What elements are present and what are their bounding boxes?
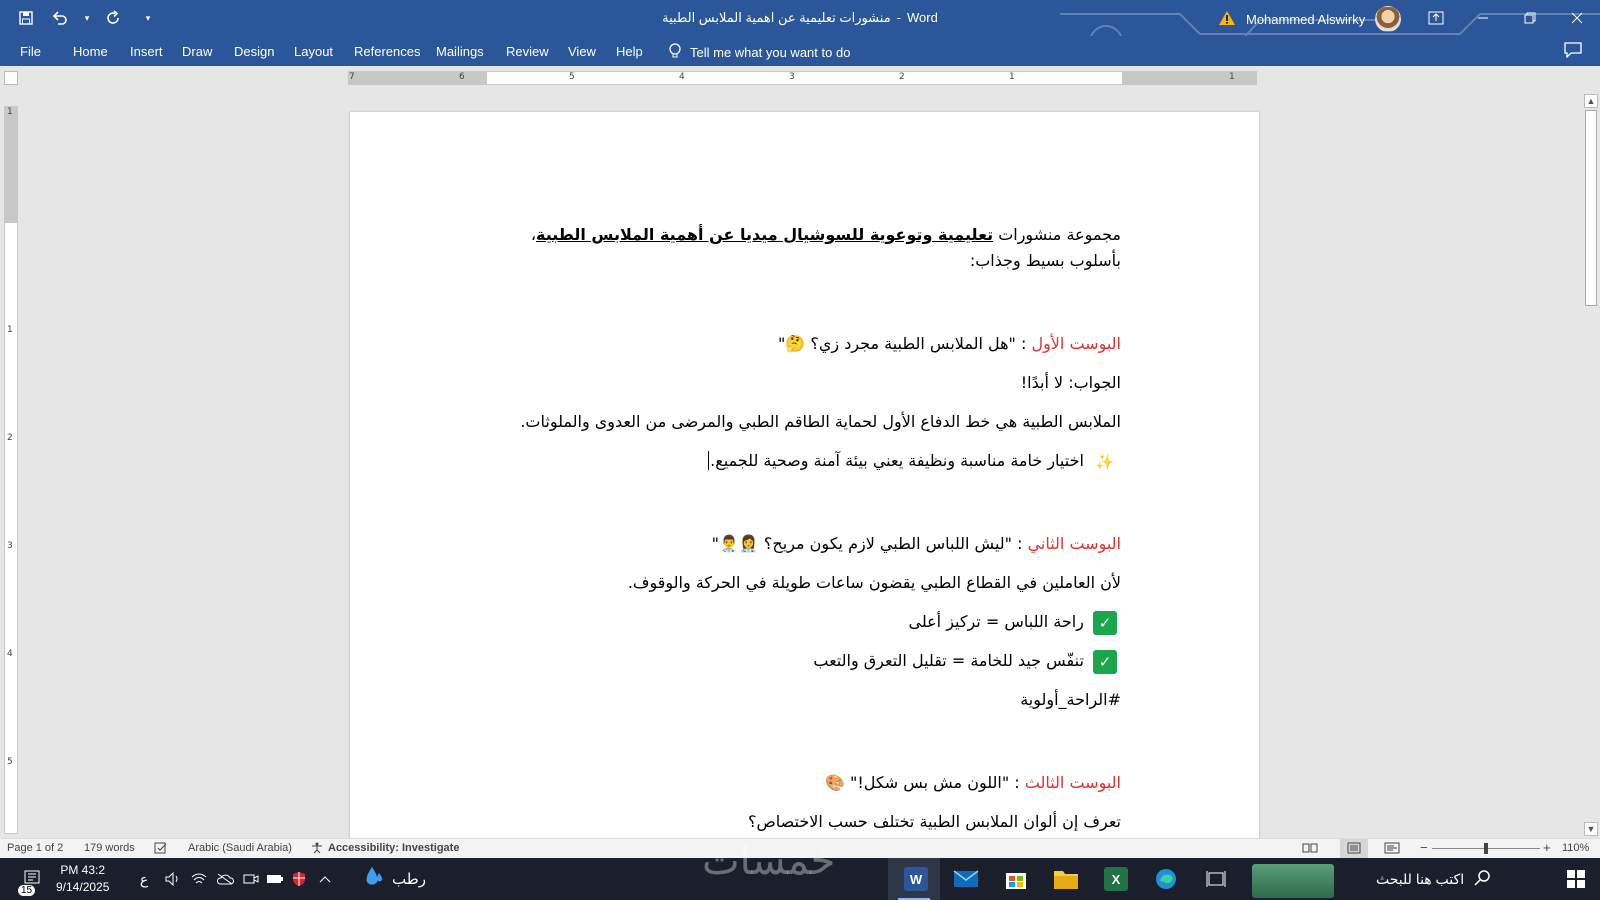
post2-colon: : xyxy=(1012,534,1028,553)
post1-colon: : xyxy=(1015,334,1032,353)
onedrive-icon[interactable] xyxy=(214,858,236,900)
store-icon[interactable] xyxy=(996,858,1036,900)
tab-help[interactable]: Help xyxy=(616,44,643,59)
ruler-tick: 1 xyxy=(1229,72,1235,82)
ruler-tick: 4 xyxy=(7,649,13,659)
search-icon xyxy=(1474,869,1492,890)
ruler-tick: 7 xyxy=(349,72,355,82)
post2-title: "ليش اللباس الطبي لازم يكون مريح؟ 👩‍⚕️👨‍⚕️" xyxy=(711,534,1012,553)
ruler-tick: 6 xyxy=(459,72,465,82)
scroll-up-icon[interactable]: ▲ xyxy=(1584,94,1598,108)
tab-mailings[interactable]: Mailings xyxy=(436,44,484,59)
mail-icon[interactable] xyxy=(946,858,986,900)
tell-me-search[interactable] xyxy=(668,43,850,62)
tell-me-label: Tell me what you want to do xyxy=(690,45,851,60)
weather-label: رطب xyxy=(392,871,426,888)
tab-draw[interactable]: Draw xyxy=(182,44,213,59)
clock-date: 9/14/2025 xyxy=(56,880,110,894)
undo-dropdown-icon[interactable]: ▾ xyxy=(84,12,90,23)
accessibility-icon xyxy=(310,842,324,857)
vertical-ruler-margin xyxy=(5,107,17,223)
window-controls xyxy=(1412,0,1600,36)
tab-design[interactable]: Design xyxy=(234,44,275,59)
tab-review[interactable]: Review xyxy=(506,44,549,59)
word-taskbar-icon[interactable]: W xyxy=(896,858,936,900)
excel-icon[interactable]: X xyxy=(1096,858,1136,900)
restore-icon[interactable] xyxy=(1506,0,1553,36)
check-icon: ✓ xyxy=(1093,650,1117,674)
vertical-scrollbar[interactable] xyxy=(1582,94,1600,838)
zoom-in-button[interactable]: + xyxy=(1543,840,1551,855)
intro-bold-text: تعليمية وتوعوية للسوشيال ميديا عن أهمية الملابس الطبية xyxy=(535,225,994,244)
scroll-down-icon[interactable]: ▼ xyxy=(1584,822,1598,836)
ruler-left-margin xyxy=(349,72,487,84)
tab-references[interactable]: References xyxy=(354,44,421,59)
post2-label: البوست الثاني xyxy=(1027,534,1121,553)
tab-file[interactable]: File xyxy=(20,44,41,59)
security-icon[interactable] xyxy=(288,858,310,900)
scroll-thumb[interactable] xyxy=(1585,110,1597,306)
zoom-level[interactable]: 110% xyxy=(1562,842,1590,854)
user-name: Mohammed Alswirky xyxy=(1246,11,1366,27)
ribbon-display-options-icon[interactable] xyxy=(1412,0,1459,36)
text-cursor xyxy=(708,451,709,470)
app-name: Word xyxy=(907,10,938,25)
post1-title: "هل الملابس الطبية مجرد زي؟ 🤔" xyxy=(778,334,1016,353)
post2-check2 xyxy=(484,648,1121,674)
ruler-right-margin xyxy=(1122,72,1256,84)
document-canvas xyxy=(22,94,1582,838)
post2-body: لأن العاملين في القطاع الطبي يقضون ساعات طويلة في الحركة والوقوف. xyxy=(627,573,1121,592)
post1-heading xyxy=(484,331,1121,357)
document-name: منشورات تعليمية عن اهمية الملابس الطبية xyxy=(662,10,891,25)
intro-suffix: ، بأسلوب بسيط وجذاب: xyxy=(530,225,1121,270)
close-icon[interactable] xyxy=(1553,0,1600,36)
ruler-tick: 5 xyxy=(7,757,13,767)
lightbulb-icon xyxy=(668,43,682,62)
intro-paragraph xyxy=(484,222,1121,274)
accessibility-status[interactable]: Accessibility: Investigate xyxy=(328,842,460,854)
ruler-tick: 1 xyxy=(7,107,13,117)
notification-badge: 15 xyxy=(18,885,35,896)
horizontal-ruler[interactable] xyxy=(348,71,1257,85)
document-body[interactable] xyxy=(484,222,1121,835)
horizontal-ruler-area xyxy=(0,66,1600,94)
post1-tip xyxy=(484,448,1121,474)
post3-heading xyxy=(484,770,1121,796)
title-bar xyxy=(0,0,1600,36)
ruler-tick: 2 xyxy=(7,433,13,443)
print-layout-icon[interactable] xyxy=(1340,839,1368,858)
taskbar-search[interactable] xyxy=(1376,858,1540,900)
sparkles-icon: ✨ xyxy=(1095,452,1115,471)
ruler-tick: 1 xyxy=(7,325,13,335)
minimize-icon[interactable] xyxy=(1459,0,1506,36)
post3-colon: : xyxy=(1009,773,1025,792)
battery-icon[interactable] xyxy=(264,858,286,900)
wifi-icon[interactable] xyxy=(188,858,210,900)
intro-prefix: مجموعة منشورات xyxy=(993,225,1121,244)
tab-home[interactable]: Home xyxy=(73,44,108,59)
page-count[interactable]: Page 1 of 2 xyxy=(7,842,64,854)
task-view-icon[interactable] xyxy=(1196,858,1236,900)
watermark-logo: خمسات xyxy=(702,838,836,884)
show-hidden-icons[interactable] xyxy=(314,858,336,900)
raindrop-icon xyxy=(364,865,384,893)
comments-icon[interactable] xyxy=(1564,42,1582,61)
post2-check1-text: راحة اللباس = تركيز أعلى xyxy=(908,612,1089,631)
meet-now-icon[interactable] xyxy=(240,858,262,900)
document-page[interactable] xyxy=(350,112,1259,838)
ribbon-tabs xyxy=(0,36,1600,66)
warning-icon xyxy=(1218,10,1236,29)
post1-label: البوست الأول xyxy=(1031,334,1121,353)
ruler-tick: 5 xyxy=(569,72,575,82)
proofing-icon[interactable] xyxy=(154,842,168,857)
post3-body: تعرف إن ألوان الملابس الطبية تختلف حسب الاختصاص؟ xyxy=(747,812,1121,831)
post1-tip-text: اختيار خامة مناسبة ونظيفة يعني بيئة آمنة وصحية للجميع. xyxy=(710,451,1089,470)
file-explorer-icon[interactable] xyxy=(1046,858,1086,900)
tab-insert[interactable]: Insert xyxy=(130,44,163,59)
weather-widget[interactable] xyxy=(354,858,436,900)
word-count[interactable]: 179 words xyxy=(84,842,135,854)
tab-view[interactable]: View xyxy=(568,44,596,59)
check-icon: ✓ xyxy=(1093,611,1117,635)
notifications-icon[interactable] xyxy=(18,858,46,900)
post3-title: "اللون مش بس شكل!" 🎨 xyxy=(824,773,1010,792)
post1-body: الملابس الطبية هي خط الدفاع الأول لحماية الطاقم الطبي والمرضى من العدوى والملوثات. xyxy=(520,412,1121,431)
vertical-ruler[interactable] xyxy=(4,106,18,834)
edge-icon[interactable] xyxy=(1146,858,1186,900)
windows-start-icon[interactable] xyxy=(1552,858,1600,900)
avatar[interactable] xyxy=(1375,6,1401,32)
post2-heading xyxy=(484,531,1121,557)
search-highlight-image xyxy=(1252,864,1334,898)
zoom-slider-thumb[interactable] xyxy=(1484,843,1488,854)
input-language[interactable]: ع xyxy=(139,870,149,887)
language-status[interactable]: Arabic (Saudi Arabia) xyxy=(188,842,292,854)
ruler-tick: 3 xyxy=(7,541,13,551)
ruler-tick: 3 xyxy=(789,72,795,82)
tab-layout[interactable]: Layout xyxy=(294,44,334,59)
search-placeholder: اكتب هنا للبحث xyxy=(1376,870,1465,887)
web-layout-icon[interactable] xyxy=(1384,842,1400,857)
title-separator: - xyxy=(896,10,902,25)
user-area[interactable] xyxy=(1218,6,1401,32)
customize-qat-icon[interactable]: ▾ xyxy=(145,12,151,23)
ruler-tick: 2 xyxy=(899,72,905,82)
read-mode-icon[interactable] xyxy=(1302,842,1318,857)
post2-check2-text: تنفّس جيد للخامة = تقليل التعرق والتعب xyxy=(813,651,1089,670)
ruler-tick: 1 xyxy=(1009,72,1015,82)
post2-hashtag: #الراحة_أولوية xyxy=(1020,690,1121,709)
ruler-tick: 4 xyxy=(679,72,685,82)
clock-time: PM 43:2 xyxy=(60,863,106,877)
zoom-out-button[interactable]: − xyxy=(1420,840,1428,855)
post3-label: البوست الثالث xyxy=(1024,773,1121,792)
volume-icon[interactable] xyxy=(162,858,184,900)
tab-selector[interactable] xyxy=(4,71,18,85)
post2-check1 xyxy=(484,609,1121,635)
system-clock[interactable] xyxy=(56,862,109,896)
post1-answer: الجواب: لا أبدًا! xyxy=(1020,373,1121,392)
